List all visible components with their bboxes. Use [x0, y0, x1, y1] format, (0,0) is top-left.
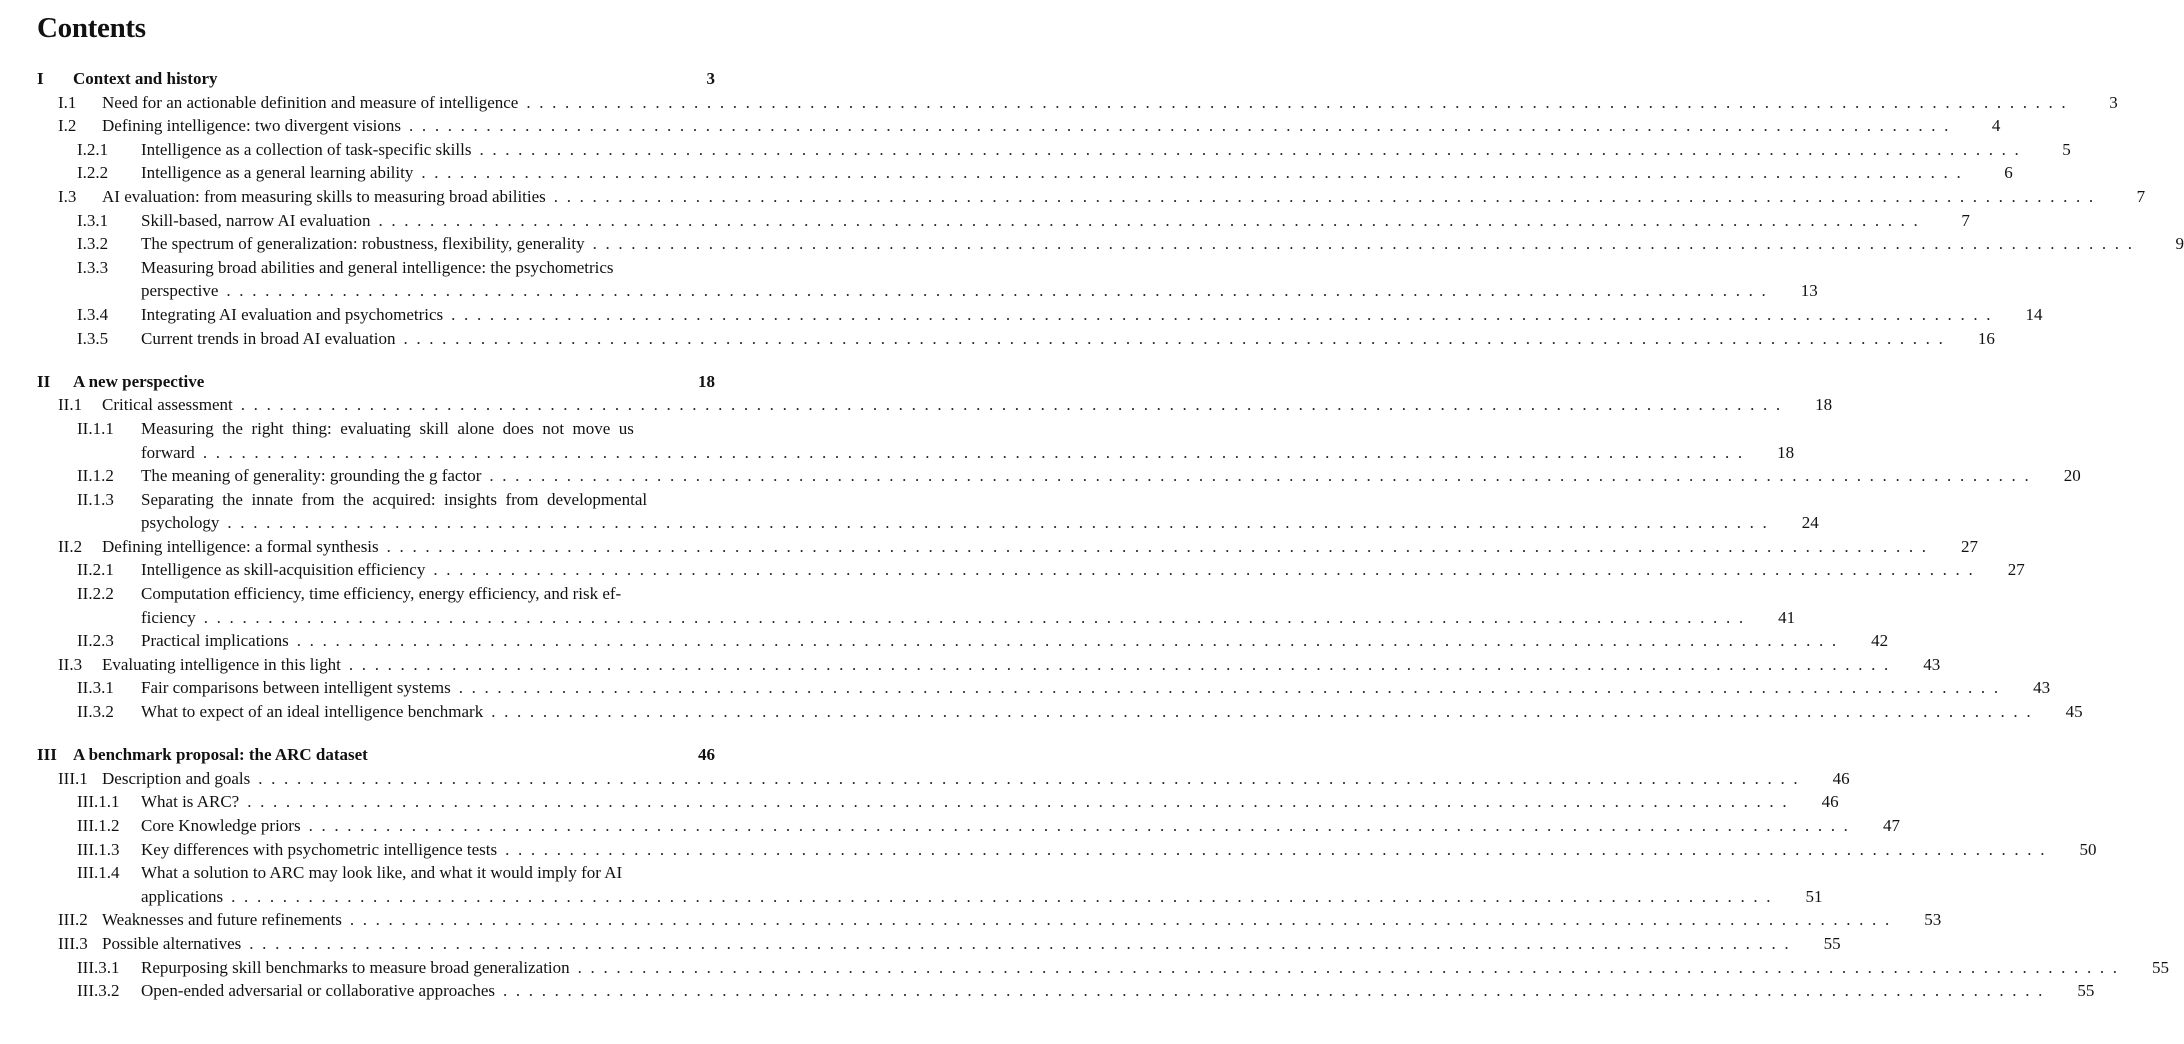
- section-title[interactable]: Fair comparisons between intelligent systems: [141, 678, 451, 698]
- dot-leader: . . . . . . . . . . . . . . . . . . . . . . . . . . . . . . . . . . . . . . . . . . . . . . . . . . . . . . . . . . . . . . . . . . . . . . . . . . . . . . . . . . . . . . . . . . . . . . . . . . . . . . . . . . . . . . . . . . . . . . . .: [421, 163, 1961, 183]
- toc-entry[interactable]: [37, 653, 1941, 677]
- dot-leader: . . . . . . . . . . . . . . . . . . . . . . . . . . . . . . . . . . . . . . . . . . . . . . . . . . . . . . . . . . . . . . . . . . . . . . . . . . . . . . . . . . . . . . . . . . . . . . . . . . . . . . . . . . . . . . . . . . . . . . . .: [479, 139, 2019, 159]
- toc-entry[interactable]: [37, 138, 2071, 162]
- section-number: III.3.2: [77, 981, 120, 1001]
- toc-entry[interactable]: [37, 629, 1889, 653]
- toc-entry[interactable]: [37, 700, 2083, 724]
- section-number: III.1.4: [77, 863, 120, 883]
- page-number: 7: [2136, 186, 2146, 206]
- page-number: 51: [1805, 886, 1823, 906]
- page-number: 42: [1871, 631, 1889, 651]
- part-title[interactable]: A new perspective: [73, 371, 205, 391]
- toc-entry[interactable]: [37, 767, 1850, 791]
- toc-entry[interactable]: [37, 885, 1823, 909]
- section-number: I.3: [58, 186, 77, 206]
- page-number: 27: [1961, 536, 1979, 556]
- section-title[interactable]: Intelligence as a collection of task-specific skills: [141, 139, 472, 159]
- section-title[interactable]: Measuring the right thing: evaluating skill alone does not move us: [141, 418, 634, 438]
- toc-entry[interactable]: [37, 488, 715, 512]
- section-title[interactable]: Description and goals: [102, 768, 251, 788]
- dot-leader: . . . . . . . . . . . . . . . . . . . . . . . . . . . . . . . . . . . . . . . . . . . . . . . . . . . . . . . . . . . . . . . . . . . . . . . . . . . . . . . . . . . . . . . . . . . . . . . . . . . . . . . . . . . . . . . . . . . . . . . .: [489, 466, 2029, 486]
- section-number: II.1: [58, 395, 83, 415]
- section-number: II.1.2: [77, 466, 114, 486]
- section-number: II.2.3: [77, 631, 114, 651]
- toc-entry[interactable]: [37, 209, 1970, 233]
- toc-entry[interactable]: [37, 932, 1841, 956]
- page-number: 46: [1832, 768, 1850, 788]
- page-number: 43: [2033, 678, 2051, 698]
- toc-part-heading[interactable]: [37, 67, 715, 91]
- page-number: 18: [698, 371, 715, 391]
- section-number: III.1.3: [77, 839, 120, 859]
- section-title[interactable]: Key differences with psychometric intelligence tests: [141, 839, 498, 859]
- section-number: III.3.1: [77, 957, 120, 977]
- section-title[interactable]: What is ARC?: [141, 792, 240, 812]
- section-title[interactable]: Possible alternatives: [102, 933, 242, 953]
- section-title[interactable]: Weaknesses and future refinements: [102, 910, 342, 930]
- toc-entry[interactable]: [37, 114, 2001, 138]
- dot-leader: . . . . . . . . . . . . . . . . . . . . . . . . . . . . . . . . . . . . . . . . . . . . . . . . . . . . . . . . . . . . . . . . . . . . . . . . . . . . . . . . . . . . . . . . . . . . . . . . . . . . . . . . . . . . . . . . . . . . . . . .: [577, 957, 2118, 977]
- dot-leader: . . . . . . . . . . . . . . . . . . . . . . . . . . . . . . . . . . . . . . . . . . . . . . . . . . . . . . . . . . . . . . . . . . . . . . . . . . . . . . . . . . . . . . . . . . . . . . . . . . . . . . . . . . . . . . . . . . . . . . . .: [296, 631, 1837, 651]
- section-title[interactable]: forward: [141, 442, 195, 462]
- toc-entry[interactable]: [37, 511, 1819, 535]
- page-number: 5: [2062, 139, 2071, 159]
- section-title[interactable]: applications: [141, 886, 224, 906]
- toc-entry[interactable]: [37, 256, 715, 280]
- toc-part: [37, 743, 2170, 1003]
- toc-entry[interactable]: [37, 185, 2146, 209]
- page-number: 7: [1961, 210, 1970, 230]
- page-title: Contents: [37, 12, 146, 44]
- section-number: I.3.2: [77, 234, 109, 254]
- section-title[interactable]: Separating the innate from the acquired: insights from developmental: [141, 489, 648, 509]
- toc-entry[interactable]: [37, 161, 2013, 185]
- dot-leader: . . . . . . . . . . . . . . . . . . . . . . . . . . . . . . . . . . . . . . . . . . . . . . . . . . . . . . . . . . . . . . . . . . . . . . . . . . . . . . . . . . . . . . . . . . . . . . . . . . . . . . . . . . . . . . . . . . . . . . . .: [202, 442, 1743, 462]
- dot-leader: . . . . . . . . . . . . . . . . . . . . . . . . . . . . . . . . . . . . . . . . . . . . . . . . . . . . . . . . . . . . . . . . . . . . . . . . . . . . . . . . . . . . . . . . . . . . . . . . . . . . . . . . . . . . . . . . . . . . . . . .: [247, 792, 1787, 812]
- page-number: 46: [698, 745, 715, 765]
- section-number: II.2: [58, 536, 83, 556]
- toc-part: [37, 67, 2184, 350]
- dot-leader: . . . . . . . . . . . . . . . . . . . . . . . . . . . . . . . . . . . . . . . . . . . . . . . . . . . . . . . . . . . . . . . . . . . . . . . . . . . . . . . . . . . . . . . . . . . . . . . . . . . . . . . . . . . . . . . . . . . . . . . .: [249, 933, 1789, 953]
- toc-entry[interactable]: [37, 464, 2081, 488]
- section-title[interactable]: Critical assessment: [102, 395, 233, 415]
- section-title[interactable]: AI evaluation: from measuring skills to measuring broad abilities: [102, 186, 546, 206]
- toc-entry[interactable]: [37, 606, 1796, 630]
- page-number: 20: [2063, 466, 2081, 486]
- dot-leader: . . . . . . . . . . . . . . . . . . . . . . . . . . . . . . . . . . . . . . . . . . . . . . . . . . . . . . . . . . . . . . . . . . . . . . . . . . . . . . . . . . . . . . . . . . . . . . . . . . . . . . . . . . . . . . . . . . . . . . . .: [409, 116, 1949, 136]
- section-title[interactable]: Current trends in broad AI evaluation: [141, 328, 396, 348]
- section-number: II.2.2: [77, 584, 114, 604]
- section-number: II.3.2: [77, 702, 114, 722]
- section-number: I.2: [58, 116, 77, 136]
- section-title[interactable]: Defining intelligence: a formal synthesis: [102, 536, 379, 556]
- page-number: 55: [1823, 933, 1841, 953]
- section-number: I.2.2: [77, 163, 109, 183]
- section-title[interactable]: Skill-based, narrow AI evaluation: [141, 210, 371, 230]
- toc-entry[interactable]: [37, 838, 2097, 862]
- page-number: 41: [1778, 607, 1796, 627]
- toc-entry[interactable]: [37, 582, 715, 606]
- toc-entry[interactable]: [37, 558, 2025, 582]
- toc-entry[interactable]: [37, 417, 715, 441]
- page-number: 43: [1923, 654, 1941, 674]
- section-title[interactable]: Intelligence as skill-acquisition efficiency: [141, 560, 426, 580]
- section-title[interactable]: Computation efficiency, time efficiency, energy efficiency, and risk ef-: [141, 584, 622, 604]
- page-number: 50: [2079, 839, 2097, 859]
- toc-part: [37, 370, 2083, 724]
- page-number: 6: [2004, 163, 2013, 183]
- toc-entry[interactable]: [37, 790, 1839, 814]
- section-title[interactable]: Practical implications: [141, 631, 289, 651]
- toc-part-heading[interactable]: [37, 370, 715, 394]
- section-number: III.2: [58, 910, 88, 930]
- page-number: 46: [1821, 792, 1839, 812]
- dot-leader: . . . . . . . . . . . . . . . . . . . . . . . . . . . . . . . . . . . . . . . . . . . . . . . . . . . . . . . . . . . . . . . . . . . . . . . . . . . . . . . . . . . . . . . . . . . . . . . . . . . . . . . . . . . . . . . . . . . . . . . .: [592, 234, 2132, 254]
- page-number: 27: [2007, 560, 2025, 580]
- dot-leader: . . . . . . . . . . . . . . . . . . . . . . . . . . . . . . . . . . . . . . . . . . . . . . . . . . . . . . . . . . . . . . . . . . . . . . . . . . . . . . . . . . . . . . . . . . . . . . . . . . . . . . . . . . . . . . . . . . . . . . . .: [378, 210, 1918, 230]
- section-title[interactable]: Open-ended adversarial or collaborative approaches: [141, 981, 495, 1001]
- dot-leader: . . . . . . . . . . . . . . . . . . . . . . . . . . . . . . . . . . . . . . . . . . . . . . . . . . . . . . . . . . . . . . . . . . . . . . . . . . . . . . . . . . . . . . . . . . . . . . . . . . . . . . . . . . . . . . . . . . . . . . . .: [526, 92, 2066, 112]
- page-number: 55: [2152, 957, 2170, 977]
- page-number: 24: [1801, 513, 1819, 533]
- table-of-contents: [37, 67, 2184, 1003]
- page-number: 3: [2109, 92, 2118, 112]
- dot-leader: . . . . . . . . . . . . . . . . . . . . . . . . . . . . . . . . . . . . . . . . . . . . . . . . . . . . . . . . . . . . . . . . . . . . . . . . . . . . . . . . . . . . . . . . . . . . . . . . . . . . . . . . . . . . . . . . . . . . . . . .: [553, 186, 2094, 206]
- toc-entry[interactable]: [37, 232, 2184, 256]
- dot-leader: . . . . . . . . . . . . . . . . . . . . . . . . . . . . . . . . . . . . . . . . . . . . . . . . . . . . . . . . . . . . . . . . . . . . . . . . . . . . . . . . . . . . . . . . . . . . . . . . . . . . . . . . . . . . . . . . . . . . . . . .: [505, 839, 2045, 859]
- section-title[interactable]: Intelligence as a general learning ability: [141, 163, 414, 183]
- toc-entry[interactable]: [37, 861, 715, 885]
- section-title[interactable]: Measuring broad abilities and general intelligence: the psychometrics: [141, 257, 614, 277]
- dot-leader: . . . . . . . . . . . . . . . . . . . . . . . . . . . . . . . . . . . . . . . . . . . . . . . . . . . . . . . . . . . . . . . . . . . . . . . . . . . . . . . . . . . . . . . . . . . . . . . . . . . . . . . . . . . . . . . . . . . . . . . .: [203, 607, 1744, 627]
- dot-leader: . . . . . . . . . . . . . . . . . . . . . . . . . . . . . . . . . . . . . . . . . . . . . . . . . . . . . . . . . . . . . . . . . . . . . . . . . . . . . . . . . . . . . . . . . . . . . . . . . . . . . . . . . . . . . . . . . . . . . . . .: [503, 981, 2043, 1001]
- part-number: II: [37, 371, 51, 391]
- part-title[interactable]: A benchmark proposal: the ARC dataset: [73, 745, 368, 765]
- dot-leader: . . . . . . . . . . . . . . . . . . . . . . . . . . . . . . . . . . . . . . . . . . . . . . . . . . . . . . . . . . . . . . . . . . . . . . . . . . . . . . . . . . . . . . . . . . . . . . . . . . . . . . . . . . . . . . . . . . . . . . . .: [458, 678, 1999, 698]
- dot-leader: . . . . . . . . . . . . . . . . . . . . . . . . . . . . . . . . . . . . . . . . . . . . . . . . . . . . . . . . . . . . . . . . . . . . . . . . . . . . . . . . . . . . . . . . . . . . . . . . . . . . . . . . . . . . . . . . . . . . . . . .: [403, 328, 1943, 348]
- section-number: III.1.2: [77, 816, 120, 835]
- dot-leader: . . . . . . . . . . . . . . . . . . . . . . . . . . . . . . . . . . . . . . . . . . . . . . . . . . . . . . . . . . . . . . . . . . . . . . . . . . . . . . . . . . . . . . . . . . . . . . . . . . . . . . . . . . . . . . . . . . . . . . . .: [226, 281, 1766, 301]
- section-number: I.3.3: [77, 257, 109, 277]
- section-number: II.1.3: [77, 489, 114, 509]
- section-number: I.1: [58, 92, 77, 112]
- page-number: 3: [706, 69, 715, 88]
- section-title[interactable]: The spectrum of generalization: robustness, flexibility, generality: [141, 234, 585, 254]
- page-number: 53: [1924, 910, 1942, 930]
- page-number: 14: [2025, 304, 2043, 324]
- toc-entry[interactable]: [37, 91, 2118, 115]
- toc-entry[interactable]: [37, 956, 2170, 980]
- section-title[interactable]: Need for an actionable definition and measure of intelligence: [102, 92, 519, 112]
- toc-entry[interactable]: [37, 908, 1942, 932]
- page-number: 45: [2065, 702, 2083, 722]
- part-title[interactable]: Context and history: [73, 69, 218, 88]
- section-title[interactable]: Defining intelligence: two divergent visions: [102, 116, 402, 136]
- page-number: 16: [1977, 328, 1995, 348]
- section-title[interactable]: Evaluating intelligence in this light: [102, 654, 341, 674]
- toc-entry[interactable]: [37, 393, 1833, 417]
- section-title[interactable]: The meaning of generality: grounding the g factor: [141, 466, 482, 486]
- toc-entry[interactable]: [37, 303, 2043, 327]
- section-number: II.1.1: [77, 418, 114, 438]
- toc-entry[interactable]: [37, 327, 1995, 351]
- dot-leader: . . . . . . . . . . . . . . . . . . . . . . . . . . . . . . . . . . . . . . . . . . . . . . . . . . . . . . . . . . . . . . . . . . . . . . . . . . . . . . . . . . . . . . . . . . . . . . . . . . . . . . . . . . . . . . . . . . . . . . . .: [258, 768, 1798, 788]
- dot-leader: . . . . . . . . . . . . . . . . . . . . . . . . . . . . . . . . . . . . . . . . . . . . . . . . . . . . . . . . . . . . . . . . . . . . . . . . . . . . . . . . . . . . . . . . . . . . . . . . . . . . . . . . . . . . . . . . . . . . . . . .: [349, 910, 1890, 930]
- page-number: 18: [1815, 395, 1833, 415]
- part-number: I: [37, 69, 44, 88]
- toc-entry[interactable]: [37, 535, 1979, 559]
- section-number: III.3: [58, 933, 88, 953]
- section-title[interactable]: What a solution to ARC may look like, and what it would imply for AI: [141, 863, 623, 883]
- section-number: II.3: [58, 654, 83, 674]
- dot-leader: . . . . . . . . . . . . . . . . . . . . . . . . . . . . . . . . . . . . . . . . . . . . . . . . . . . . . . . . . . . . . . . . . . . . . . . . . . . . . . . . . . . . . . . . . . . . . . . . . . . . . . . . . . . . . . . . . . . . . . . .: [308, 816, 1848, 835]
- dot-leader: . . . . . . . . . . . . . . . . . . . . . . . . . . . . . . . . . . . . . . . . . . . . . . . . . . . . . . . . . . . . . . . . . . . . . . . . . . . . . . . . . . . . . . . . . . . . . . . . . . . . . . . . . . . . . . . . . . . . . . . .: [231, 886, 1771, 906]
- section-title[interactable]: Repurposing skill benchmarks to measure broad generalization: [141, 957, 570, 977]
- section-number: II.3.1: [77, 678, 114, 698]
- toc-entry[interactable]: [37, 441, 1795, 465]
- section-title[interactable]: ficiency: [141, 607, 196, 627]
- dot-leader: . . . . . . . . . . . . . . . . . . . . . . . . . . . . . . . . . . . . . . . . . . . . . . . . . . . . . . . . . . . . . . . . . . . . . . . . . . . . . . . . . . . . . . . . . . . . . . . . . . . . . . . . . . . . . . . . . . . . . . . .: [348, 654, 1889, 674]
- section-title[interactable]: What to expect of an ideal intelligence benchmark: [141, 702, 484, 722]
- page-number: 18: [1777, 442, 1795, 462]
- dot-leader: . . . . . . . . . . . . . . . . . . . . . . . . . . . . . . . . . . . . . . . . . . . . . . . . . . . . . . . . . . . . . . . . . . . . . . . . . . . . . . . . . . . . . . . . . . . . . . . . . . . . . . . . . . . . . . . . . . . . . . . .: [491, 702, 2031, 722]
- section-number: III.1: [58, 768, 88, 788]
- section-title[interactable]: Core Knowledge priors: [141, 816, 301, 835]
- section-title[interactable]: perspective: [141, 281, 219, 301]
- toc-entry[interactable]: [37, 279, 1818, 303]
- section-number: III.1.1: [77, 792, 120, 812]
- page-number: 13: [1800, 281, 1818, 301]
- page-number: 4: [1991, 116, 2001, 136]
- section-number: I.3.5: [77, 328, 109, 348]
- dot-leader: . . . . . . . . . . . . . . . . . . . . . . . . . . . . . . . . . . . . . . . . . . . . . . . . . . . . . . . . . . . . . . . . . . . . . . . . . . . . . . . . . . . . . . . . . . . . . . . . . . . . . . . . . . . . . . . . . . . . . . . .: [451, 304, 1991, 324]
- toc-entry[interactable]: [37, 979, 2095, 1003]
- section-title[interactable]: Integrating AI evaluation and psychometrics: [141, 304, 444, 324]
- toc-entry[interactable]: [37, 814, 1900, 838]
- section-number: II.2.1: [77, 560, 114, 580]
- dot-leader: . . . . . . . . . . . . . . . . . . . . . . . . . . . . . . . . . . . . . . . . . . . . . . . . . . . . . . . . . . . . . . . . . . . . . . . . . . . . . . . . . . . . . . . . . . . . . . . . . . . . . . . . . . . . . . . . . . . . . . . .: [240, 395, 1781, 415]
- page-number: 9: [2175, 234, 2184, 254]
- toc-entry[interactable]: [37, 676, 2051, 700]
- dot-leader: . . . . . . . . . . . . . . . . . . . . . . . . . . . . . . . . . . . . . . . . . . . . . . . . . . . . . . . . . . . . . . . . . . . . . . . . . . . . . . . . . . . . . . . . . . . . . . . . . . . . . . . . . . . . . . . . . . . . . . . .: [386, 536, 1927, 556]
- page-number: 47: [1882, 816, 1900, 835]
- section-title[interactable]: psychology: [141, 513, 220, 533]
- section-number: I.2.1: [77, 139, 109, 159]
- toc-part-heading[interactable]: [37, 743, 715, 767]
- part-number: III: [37, 745, 57, 765]
- page-number: 55: [2077, 981, 2095, 1001]
- dot-leader: . . . . . . . . . . . . . . . . . . . . . . . . . . . . . . . . . . . . . . . . . . . . . . . . . . . . . . . . . . . . . . . . . . . . . . . . . . . . . . . . . . . . . . . . . . . . . . . . . . . . . . . . . . . . . . . . . . . . . . . .: [433, 560, 1973, 580]
- section-number: I.3.4: [77, 304, 109, 324]
- dot-leader: . . . . . . . . . . . . . . . . . . . . . . . . . . . . . . . . . . . . . . . . . . . . . . . . . . . . . . . . . . . . . . . . . . . . . . . . . . . . . . . . . . . . . . . . . . . . . . . . . . . . . . . . . . . . . . . . . . . . . . . .: [227, 513, 1767, 533]
- section-number: I.3.1: [77, 210, 109, 230]
